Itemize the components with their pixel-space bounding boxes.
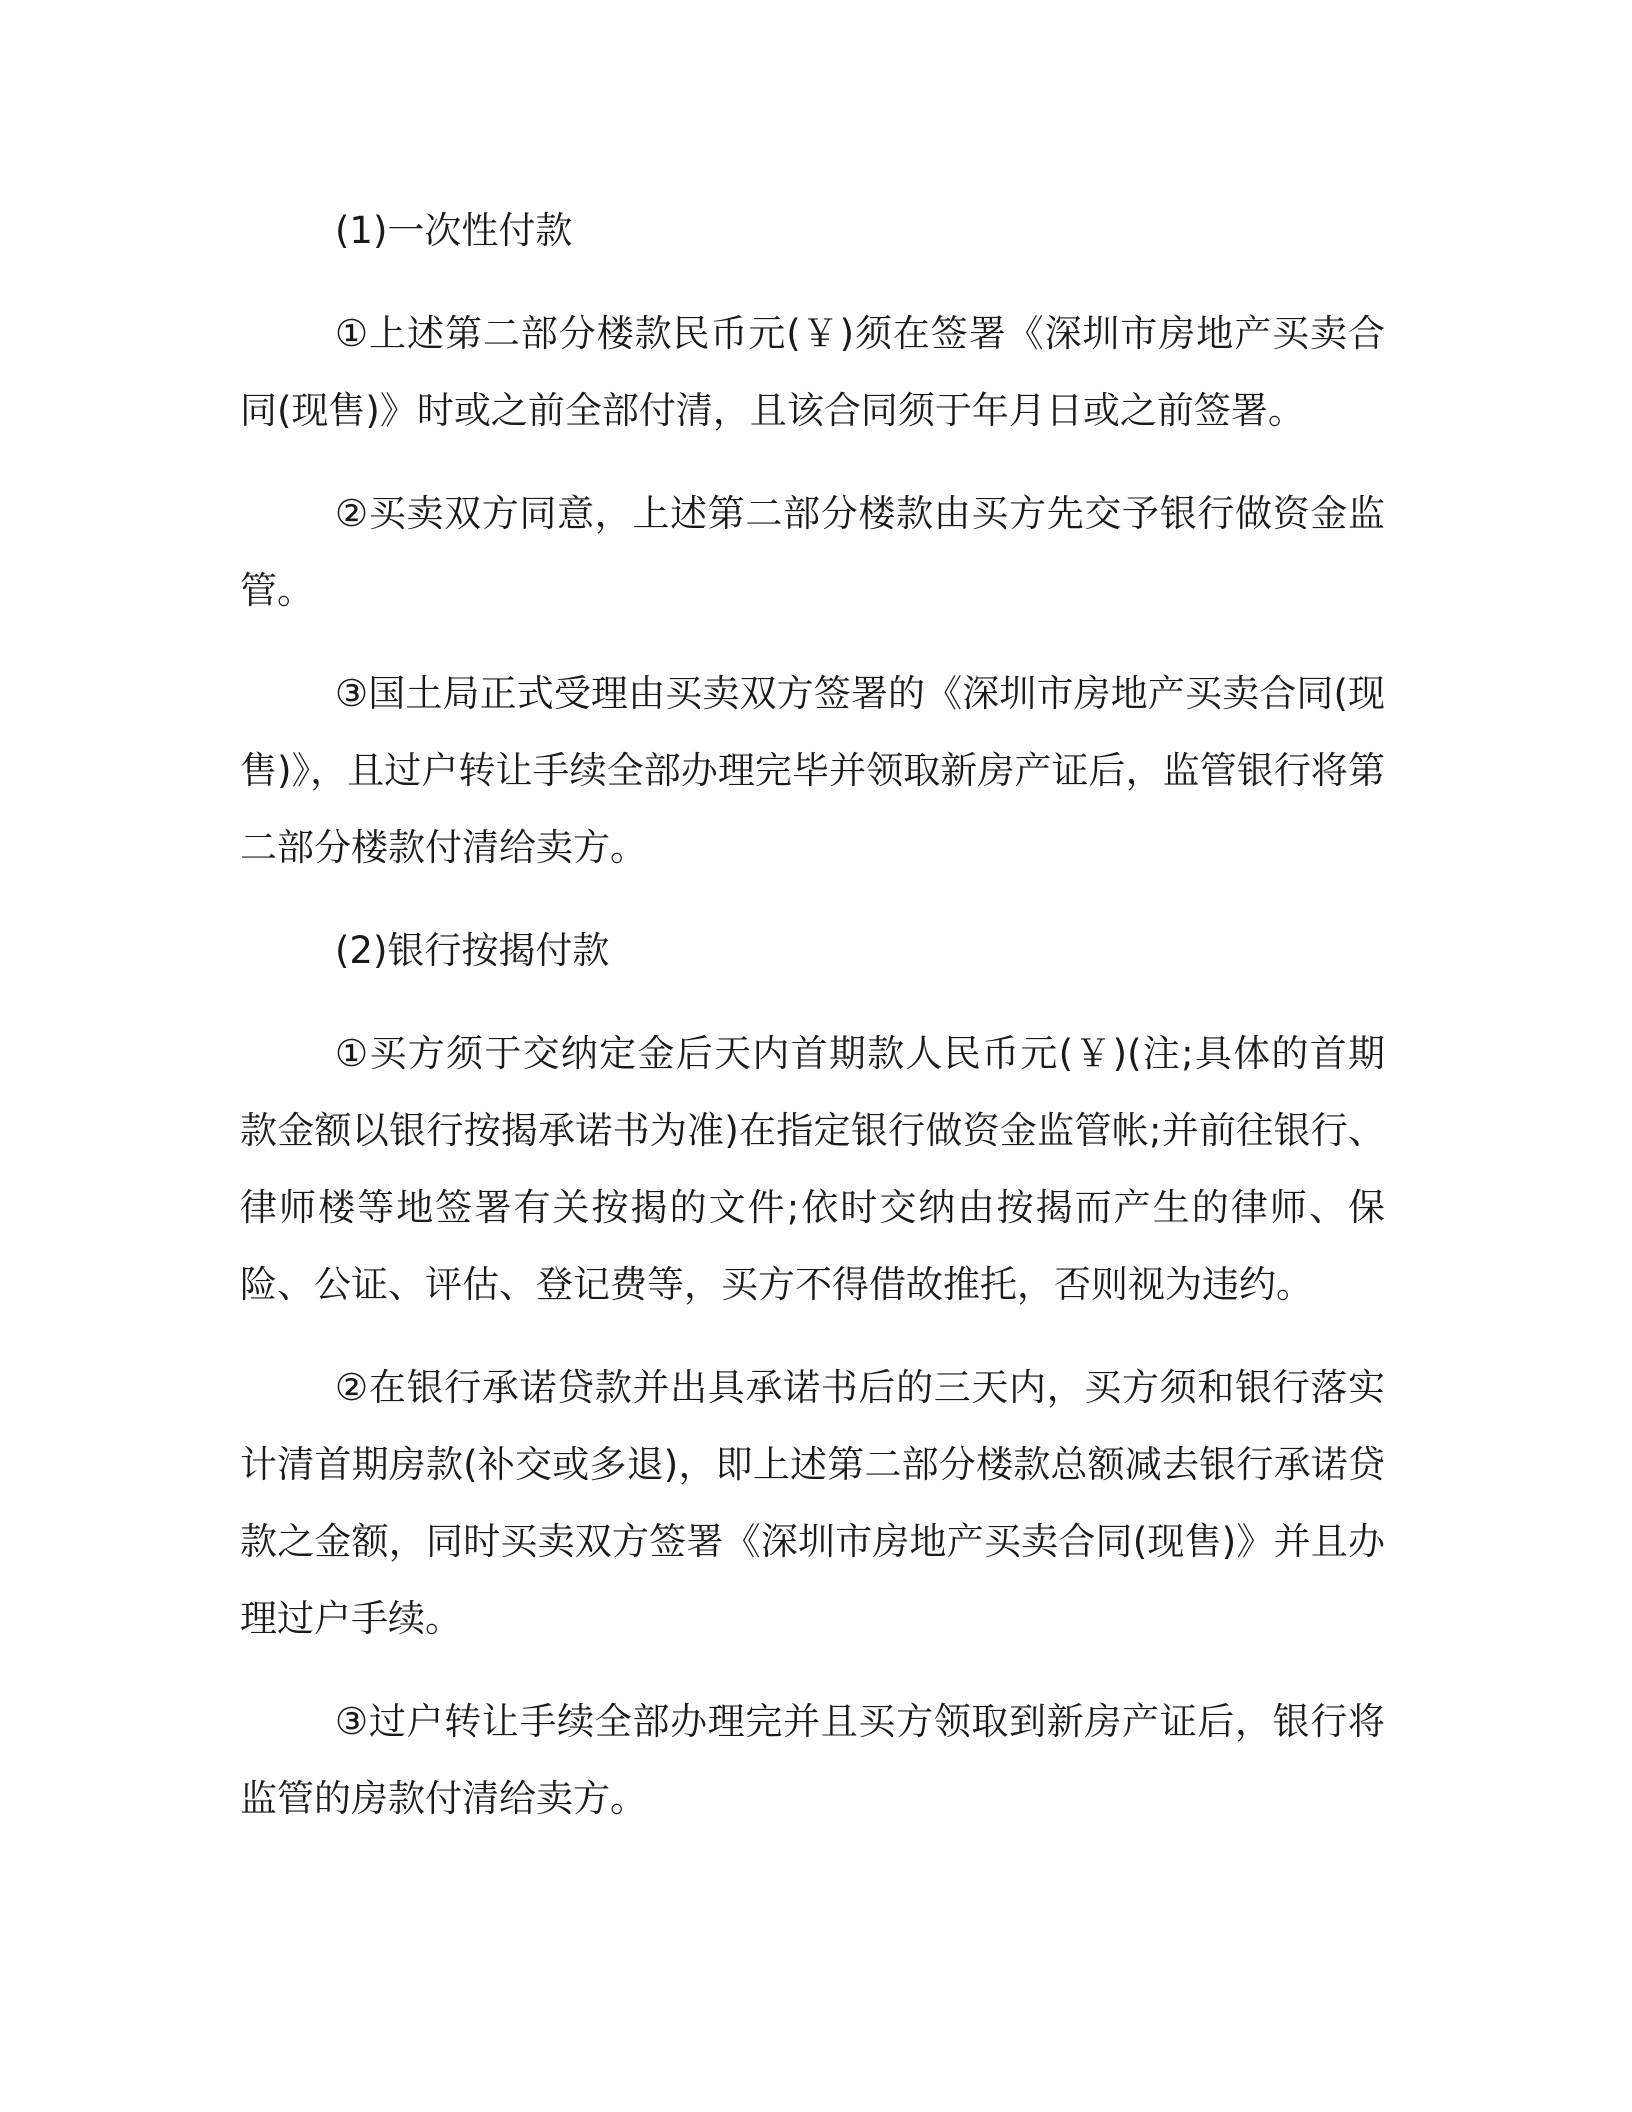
paragraph-mortgage-2: ②在银行承诺贷款并出具承诺书后的三天内，买方须和银行落实计清首期房款(补交或多退)，即上述第二部分楼款总额减去银行承诺贷款之金额，同时买卖双方签署《深圳市房地产买卖合同(现售)》并且办理过户手续。 bbox=[240, 1366, 1385, 1640]
paragraph-mortgage-1: ①买方须于交纳定金后天内首期款人民币元(￥)(注;具体的首期款金额以银行按揭承诺书为准)在指定银行做资金监管帐;并前往银行、律师楼等地签署有关按揭的文件;依时交纳由按揭而产生的律师、保险、公证、评估、登记费等，买方不得借故推托，否则视为违约。 bbox=[240, 1032, 1385, 1306]
section-heading-lump-sum: (1)一次性付款 bbox=[335, 209, 573, 252]
paragraph-lump-sum-3: ③国土局正式受理由买卖双方签署的《深圳市房地产买卖合同(现售)》，且过户转让手续全部办理完毕并领取新房产证后，监管银行将第二部分楼款付清给卖方。 bbox=[240, 672, 1385, 869]
paragraph-mortgage-3: ③过户转让手续全部办理完并且买方领取到新房产证后，银行将监管的房款付清给卖方。 bbox=[240, 1700, 1385, 1820]
section-heading-mortgage: (2)银行按揭付款 bbox=[335, 929, 610, 972]
paragraph-lump-sum-1: ①上述第二部分楼款民币元(￥)须在签署《深圳市房地产买卖合同(现售)》时或之前全部付清，且该合同须于年月日或之前签署。 bbox=[240, 312, 1385, 432]
document-body bbox=[240, 192, 1385, 1863]
paragraph-lump-sum-2: ②买卖双方同意，上述第二部分楼款由买方先交予银行做资金监管。 bbox=[240, 492, 1385, 612]
